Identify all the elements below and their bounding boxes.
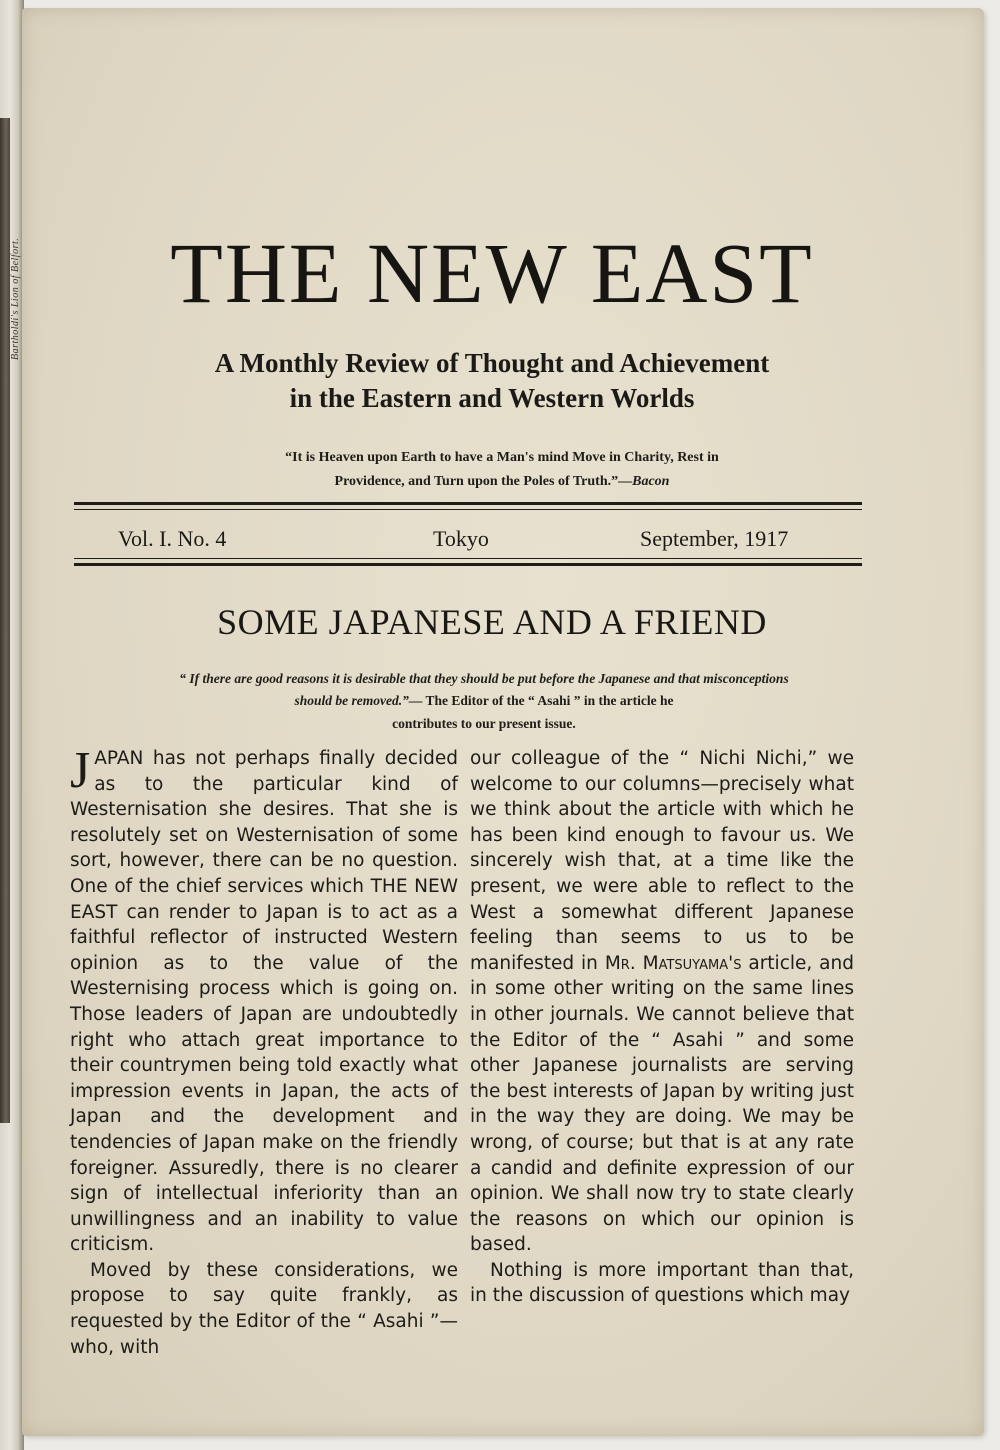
epigraph-quote-line-2: should be removed.”—: [294, 693, 423, 709]
motto-attribution: Bacon: [632, 473, 670, 489]
epigraph-source-line-2: contributes to our present issue.: [392, 715, 576, 731]
left-paragraph-2: Moved by these considerations, we propose to say quite frankly, as requested by the Editor of the “ Asahi ”—who, with: [70, 1259, 458, 1358]
article-headline: SOME JAPANESE AND A FRIEND: [217, 602, 767, 642]
motto-line-2-text: Providence, and Turn upon the Poles of Truth.”—: [334, 473, 633, 489]
bottom-rule-thick: [74, 563, 862, 566]
left-paragraph-1-text: APAN has not perhaps finally decided as to the particular kind of Westernisation she desires. That she is resolutely set on Westernisation of some sort, however, there can be no question. One of the chief services which THE NEW EAST can render to Japan is to act as a faithful reflector of instructed Western opinion as to the value of the Westernising process which is going on. Those leaders of Japan are undoubtedly right who attach great importance to their countrymen being told exactly what impression events in Japan, the acts of Japan and the development and tendencies of Japan make on the friendly foreigner. Assuredly, there is no clearer sign of intellectual inferiority than an unwillingness and an inability to value criticism.: [70, 748, 458, 1256]
issue-date: September, 1917: [640, 526, 789, 551]
facing-plate-caption: Bartholdi's Lion of Belfort.: [10, 237, 21, 360]
right-paragraph-2: Nothing is more important than that, in the discussion of questions which may: [470, 1259, 854, 1307]
right-paragraph-1-text-b: article, and in some other writing on the same lines in other journals. We cannot believe that the Editor of the “ Asahi ” and some other Japanese journalists are serving the best interests of Japan by writing just in the way they are doing. We may be wrong, of course; but that is at any rate a candid and definite expression of our opinion. We shall now try to state clearly the reasons on which our opinion is based.: [470, 952, 854, 1256]
right-paragraph-1: [470, 746, 854, 1258]
left-paragraph-1: [70, 742, 458, 1258]
motto: [182, 446, 822, 494]
motto-line-1: “It is Heaven upon Earth to have a Man's mind Move in Charity, Rest in: [285, 450, 719, 465]
article-column-right: [470, 746, 854, 1309]
author-name: Mr. Matsuyama's: [604, 952, 742, 974]
article-epigraph: [74, 668, 894, 735]
motto-line-2: [182, 470, 822, 494]
masthead-title: THE NEW EAST: [170, 225, 814, 321]
top-rule-thick: [74, 502, 862, 505]
issue-volume: Vol. I. No. 4: [118, 526, 227, 551]
masthead-subtitle: [132, 346, 852, 416]
subtitle-line-2: in the Eastern and Western Worlds: [289, 383, 695, 414]
epigraph-quote-line-1: “ If there are good reasons it is desirable that they should be put before the Japanese and that misconceptions: [179, 671, 789, 686]
epigraph-source-line-1: The Editor of the “ Asahi ” in the article he: [422, 693, 674, 709]
article-column-left: [70, 742, 458, 1360]
facing-plate-edge: [0, 118, 10, 1123]
subtitle-line-1: A Monthly Review of Thought and Achievement: [214, 348, 770, 378]
drop-cap: J: [70, 742, 91, 799]
right-paragraph-1-text-a: our colleague of the “ Nichi Nichi,” we welcome to our columns—precisely what we think about the article with which he has been kind enough to favour us. We sincerely wish that, at a time like the present, we were able to reflect to the West a somewhat different Japanese feeling than seems to us to be manifested in: [470, 748, 854, 974]
magazine-page: [22, 8, 984, 1436]
epigraph-line-2: [74, 690, 894, 712]
bottom-rule-thin: [74, 558, 862, 559]
issue-line: [118, 526, 818, 562]
issue-place: Tokyo: [433, 526, 489, 551]
top-rule-thin: [74, 509, 862, 510]
